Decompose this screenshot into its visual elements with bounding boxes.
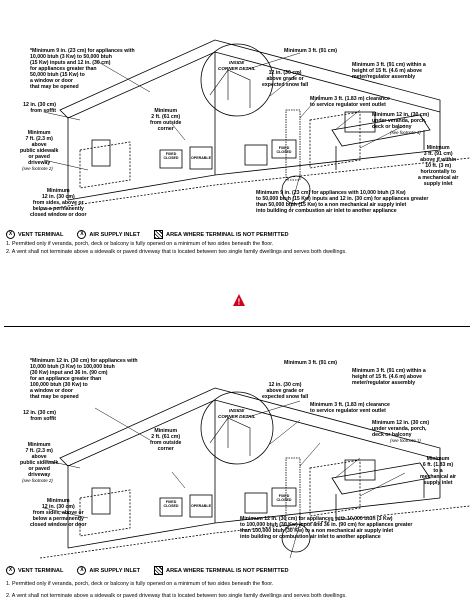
footnote-2: 2. A vent shall not terminate above a sidewalk or paved driveway that is located between two single family dwellings and serves both dwellings.: [6, 249, 347, 255]
legend-not-permitted: AREA WHERE TERMINAL IS NOT PERMITTED: [166, 567, 289, 574]
outside-corner-label: Minimum 2 ft. (61 cm) from outside corner: [150, 108, 182, 132]
legend-air-supply-inlet: AIR SUPPLY INLET: [89, 567, 141, 574]
fixed-closed-window-label-2: FIXED CLOSED: [276, 146, 292, 154]
legend-top: [6, 230, 289, 239]
min-3ft-label: Minimum 3 ft. (91 cm): [284, 360, 338, 366]
vent-terminal-icon: X: [6, 230, 15, 239]
operable-window-label: OPERABLE: [191, 156, 211, 160]
air-supply-inlet-icon: X: [77, 230, 86, 239]
fixed-closed-window-label: FIXED CLOSED: [163, 500, 179, 508]
inside-corner-detail-label: INSIDE CORNER DETAIL: [218, 408, 256, 419]
footnote-1: 1. Permitted only if veranda, porch, deck or balcony is fully opened on a minimum of two sides beneath the floor.: [6, 581, 274, 587]
clearance-diagram-bottom: [0, 348, 474, 613]
non-mechanical-inlet-label: Minimum 12 in. (30 cm) for appliances with 10,000 btuh (3 Kw) to 100,000 btuh (30 Kw) input and 36 in. (90 cm) for appliances greater than 100,000 btuh (30 Kw) to a non mechanical air supply inlet into building or combustion air inlet to another appliance: [240, 516, 413, 540]
meter-clearance-label: Minimum 3 ft. (91 cm) within a height of 15 ft. (4.6 m) above meter/regulator assembly: [352, 368, 426, 386]
meter-clearance-label: Minimum 3 ft. (91 cm) within a height of 15 ft. (4.6 m) above meter/regulator assembly: [352, 62, 426, 80]
clearance-diagram-top: [0, 0, 474, 270]
mechanical-inlet-label: Minimum 6 ft. (1.83 m) to a mechanical air supply inlet: [420, 456, 457, 486]
sidewalk-footnote-ref: (see footnote 2): [22, 478, 53, 483]
vent-terminal-icon: X: [6, 566, 15, 575]
warning-triangle-icon: [232, 293, 246, 307]
regulator-clearance-label: Minimum 3 ft. (1.83 m) clearance to service regulator vent outlet: [310, 402, 390, 414]
closed-window-clearance-label: Minimum 12 in. (30 cm) from sides, above or below a permanently closed window or door: [30, 188, 87, 218]
footnote-2: 2. A vent shall not terminate above a sidewalk or paved driveway that is located between two single family dwellings and serves both dwellings.: [6, 593, 347, 599]
air-supply-inlet-icon: X: [77, 566, 86, 575]
non-mechanical-inlet-label: Minimum 9 in. (23 cm) for appliances with 10,000 btuh (3 Kw) to 50,000 btuh (15 Kw) inputs and 12 in. (30 cm) for appliances greater than 50,000 btuh (15 Kw) to a non mechanical air supply inlet into building or combustion air inlet to another appliance: [256, 190, 429, 214]
soffit-clearance-label: 12 in. (30 cm) from soffit: [23, 410, 56, 422]
legend-air-supply-inlet: AIR SUPPLY INLET: [89, 231, 141, 238]
mechanical-inlet-label: Minimum 3 ft. (91 cm) above if within 10 ft. (3 m) horizontally to a mechanical air supply inlet: [418, 145, 459, 187]
footnote-1: 1. Permitted only if veranda, porch, deck or balcony is fully opened on a minimum of two sides beneath the floor.: [6, 241, 274, 247]
sidewalk-clearance-label: Minimum 7 ft. (2.3 m) above public sidewalk or paved driveway: [20, 130, 59, 166]
legend-vent-terminal: VENT TERMINAL: [18, 567, 64, 574]
not-permitted-area-icon: [154, 230, 163, 239]
snow-clearance-label: 12 in. (30 cm) above grade or expected snow fall: [262, 70, 309, 88]
section-divider: [4, 326, 470, 327]
veranda-clearance-label: Minimum 12 in. (30 cm) under veranda, porch, deck or balcony: [372, 420, 430, 438]
legend-vent-terminal: VENT TERMINAL: [18, 231, 64, 238]
warning-glyph: !: [237, 297, 241, 307]
sidewalk-clearance-label: Minimum 7 ft. (2.3 m) above public sidewalk or paved driveway: [20, 442, 59, 478]
legend-bottom: [6, 566, 289, 575]
not-permitted-area-icon: [154, 566, 163, 575]
veranda-footnote-ref: (see footnote 1): [390, 130, 421, 135]
outside-corner-label: Minimum 2 ft. (61 cm) from outside corner: [150, 428, 182, 452]
min-3ft-label: Minimum 3 ft. (91 cm): [284, 48, 338, 54]
window-door-clearance-label: *Minimum 12 in. (30 cm) for appliances with 10,000 btuh (3 Kw) to 100,000 btuh (30 Kw) input and 36 in. (90 cm) for an appliance greater than 100,000 btuh (30 Kw) to a window or door that may be opened: [30, 358, 138, 400]
snow-clearance-label: 12 in. (30 cm) above grade or expected snow fall: [262, 382, 309, 400]
legend-not-permitted: AREA WHERE TERMINAL IS NOT PERMITTED: [166, 231, 289, 238]
fixed-closed-window-label: FIXED CLOSED: [163, 152, 179, 160]
soffit-clearance-label: 12 in. (30 cm) from soffit: [23, 102, 56, 114]
regulator-clearance-label: Minimum 3 ft. (1.83 m) clearance to service regulator vent outlet: [310, 96, 390, 108]
inside-corner-detail-label: INSIDE CORNER DETAIL: [218, 60, 256, 71]
fixed-closed-window-label-2: FIXED CLOSED: [276, 494, 292, 502]
sidewalk-footnote-ref: (see footnote 2): [22, 166, 53, 171]
veranda-footnote-ref: (see footnote 1): [390, 438, 421, 443]
operable-window-label: OPERABLE: [191, 504, 211, 508]
veranda-clearance-label: Minimum 12 in. (30 cm) under veranda, porch, deck or balcony: [372, 112, 430, 130]
closed-window-clearance-label: Minimum 12 in. (30 cm) from sides, above or below a permanently closed window or door: [30, 498, 87, 528]
window-door-clearance-label: *Minimum 9 in. (23 cm) for appliances with 10,000 btuh (3 Kw) to 50,000 btuh (15 Kw) inputs and 12 in. (30 cm) for appliances greater than 50,000 btuh (15 Kw) to a window or door that may be opened: [30, 48, 135, 90]
